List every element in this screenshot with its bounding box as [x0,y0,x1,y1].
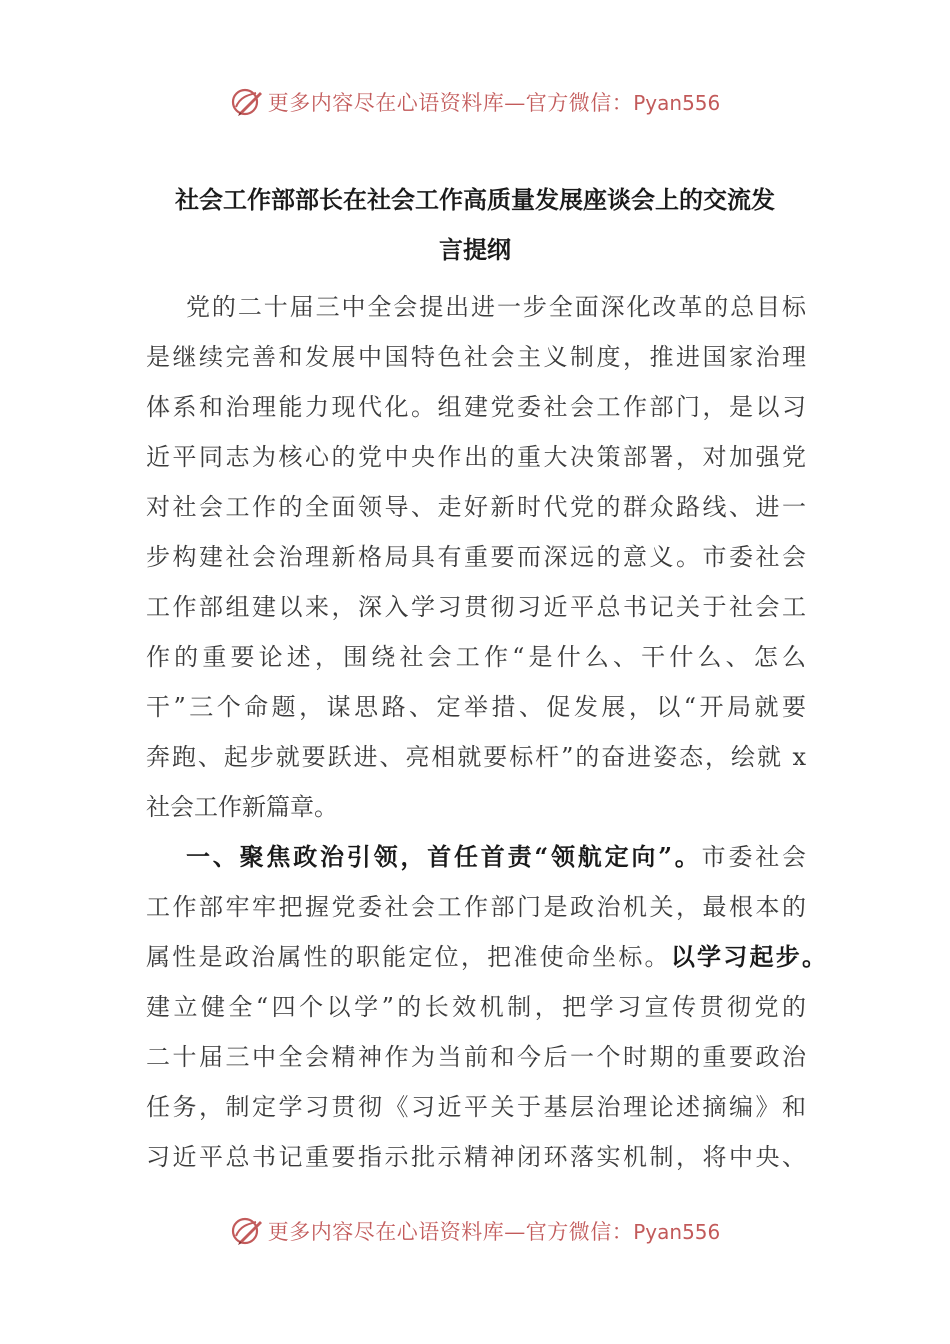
document-title-line-1: 社会工作部部长在社会工作高质量发展座谈会上的交流发 [175,186,775,214]
pen-logo-icon [230,85,264,119]
paragraph-2-line: 任务，制定学习贯彻《习近平关于基层治理论述摘编》和 [146,1093,806,1121]
header-watermark-banner [0,82,950,122]
section-heading-1: 一、聚焦政治引领，首任首责“领航定向”。 [186,842,702,871]
paragraph-2-line: 属性是政治属性的职能定位，把准使命坐标。以学习起步。 [146,942,827,971]
wechat-id: Pyan556 [633,1220,721,1244]
footer-watermark-banner [0,1211,950,1251]
document-title-line-2: 言提纲 [439,236,511,264]
paragraph-1-line: 奔跑、起步就要跃进、亮相就要标杆”的奋进姿态，绘就 x [146,743,806,771]
paragraph-2-line: 一、聚焦政治引领，首任首责“领航定向”。市委社会 [186,842,807,871]
paragraph-1-line: 工作部组建以来，深入学习贯彻习近平总书记关于社会工 [146,593,806,621]
paragraph-1-line: 对社会工作的全面领导、走好新时代党的群众路线、进一 [146,493,806,521]
paragraph-2-line: 习近平总书记重要指示批示精神闭环落实机制，将中央、 [146,1143,806,1171]
paragraph-2-line: 建立健全“四个以学”的长效机制，把学习宣传贯彻党的 [146,993,806,1021]
bold-phrase-study: 以学习起步。 [670,942,827,971]
pen-logo-icon [230,1214,264,1248]
banner-text: 更多内容尽在心语资料库—官方微信：Pyan556 [267,91,721,115]
paragraph-1-line: 步构建社会治理新格局具有重要而深远的意义。市委社会 [146,543,806,571]
paragraph-1-line: 社会工作新篇章。 [146,793,338,821]
paragraph-2-line: 二十届三中全会精神作为当前和今后一个时期的重要政治 [146,1043,806,1071]
paragraph-1-line: 近平同志为核心的党中央作出的重大决策部署，对加强党 [146,443,806,471]
paragraph-1-line: 作的重要论述，围绕社会工作“是什么、干什么、怎么 [146,643,806,671]
paragraph-1-line: 是继续完善和发展中国特色社会主义制度，推进国家治理 [146,343,806,371]
banner-text: 更多内容尽在心语资料库—官方微信：Pyan556 [267,1220,721,1244]
paragraph-2-line: 工作部牢牢把握党委社会工作部门是政治机关，最根本的 [146,893,806,921]
paragraph-1-line: 干”三个命题，谋思路、定举措、促发展，以“开局就要 [146,693,806,721]
paragraph-1-line: 体系和治理能力现代化。组建党委社会工作部门，是以习 [146,393,806,421]
paragraph-1-line: 党的二十届三中全会提出进一步全面深化改革的总目标 [186,293,806,321]
wechat-id: Pyan556 [633,91,721,115]
